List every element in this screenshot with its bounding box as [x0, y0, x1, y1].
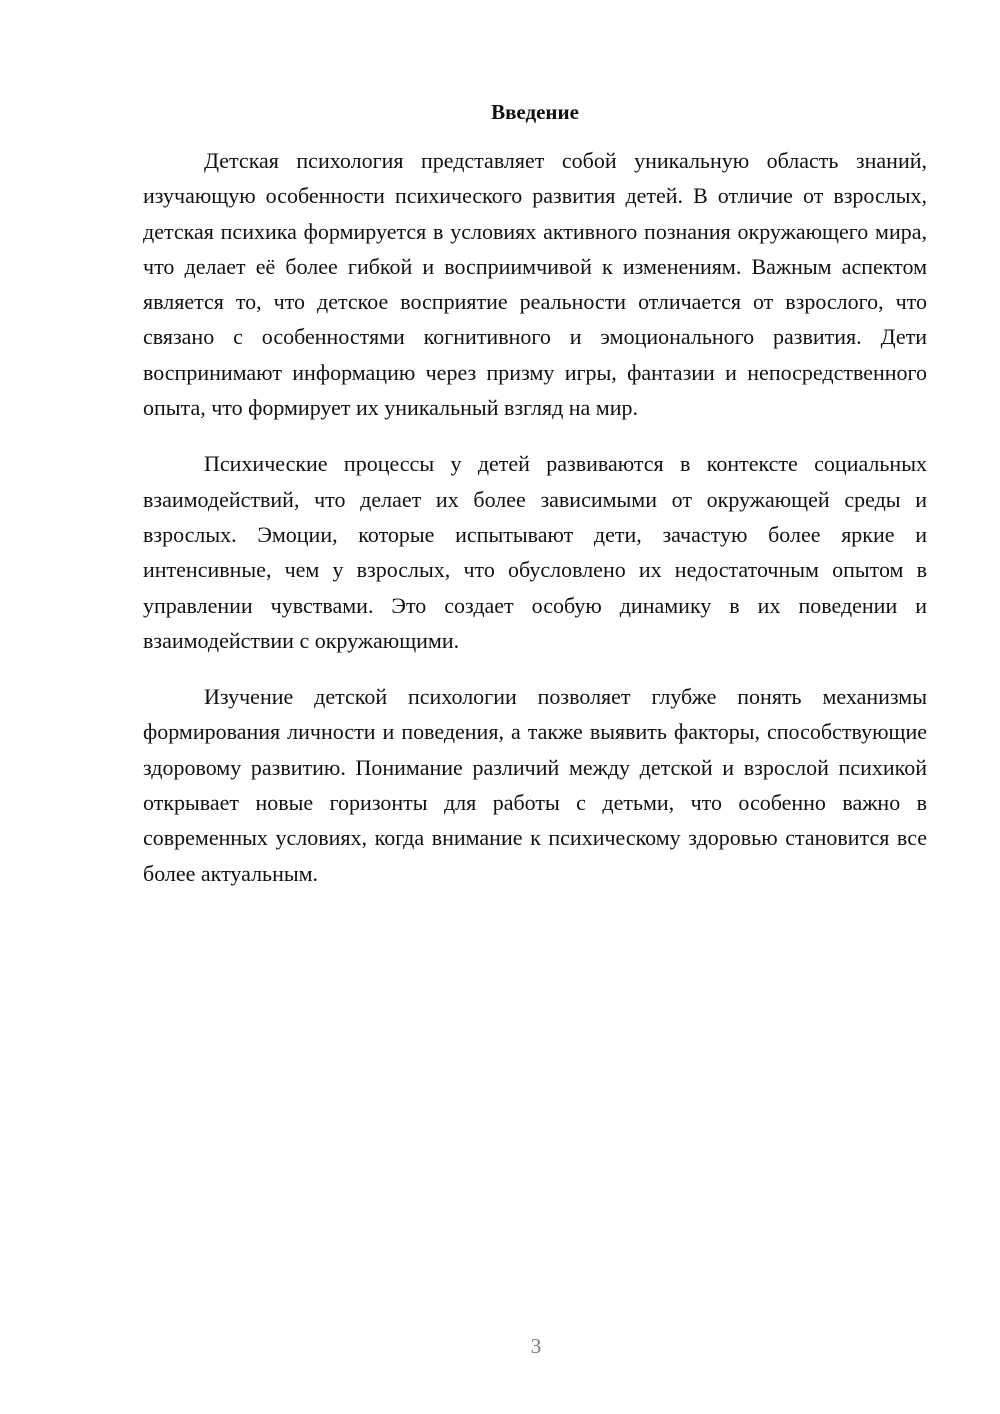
- body-text: [143, 143, 927, 912]
- section-heading: Введение: [491, 100, 579, 124]
- page-number: 3: [530, 1334, 542, 1358]
- paragraph-2: Психические процессы у детей развиваются в контексте социальных взаимодействий, что делает их более зависимыми от окружающей среды и взрослых. Эмоции, которые испытывают дети, зачастую более яркие и интенсивные, чем у взрослых, что обусловлено их недостаточным опытом в управлении чувствами. Это создает особую динамику в их поведении и взаимодействии с окружающими.: [143, 451, 927, 653]
- paragraph-1: Детская психология представляет собой уникальную область знаний, изучающую особенности психического развития детей. В отличие от взрослых, детская психика формируется в условиях активного познания окружающего мира, что делает её более гибкой и восприимчивой к изменениям. Важным аспектом является то, что детское восприятие реальности отличается от взрослого, что связано с особенностями когнитивного и эмоционального развития. Дети воспринимают информацию через призму игры, фантазии и непосредственного опыта, что формирует их уникальный взгляд на мир.: [143, 148, 927, 421]
- paragraph-3: Изучение детской психологии позволяет глубже понять механизмы формирования личности и поведения, а также выявить факторы, способствующие здоровому развитию. Понимание различий между детской и взрослой психикой открывает новые горизонты для работы с детьми, что особенно важно в современных условиях, когда внимание к психическому здоровью становится все более актуальным.: [143, 684, 927, 886]
